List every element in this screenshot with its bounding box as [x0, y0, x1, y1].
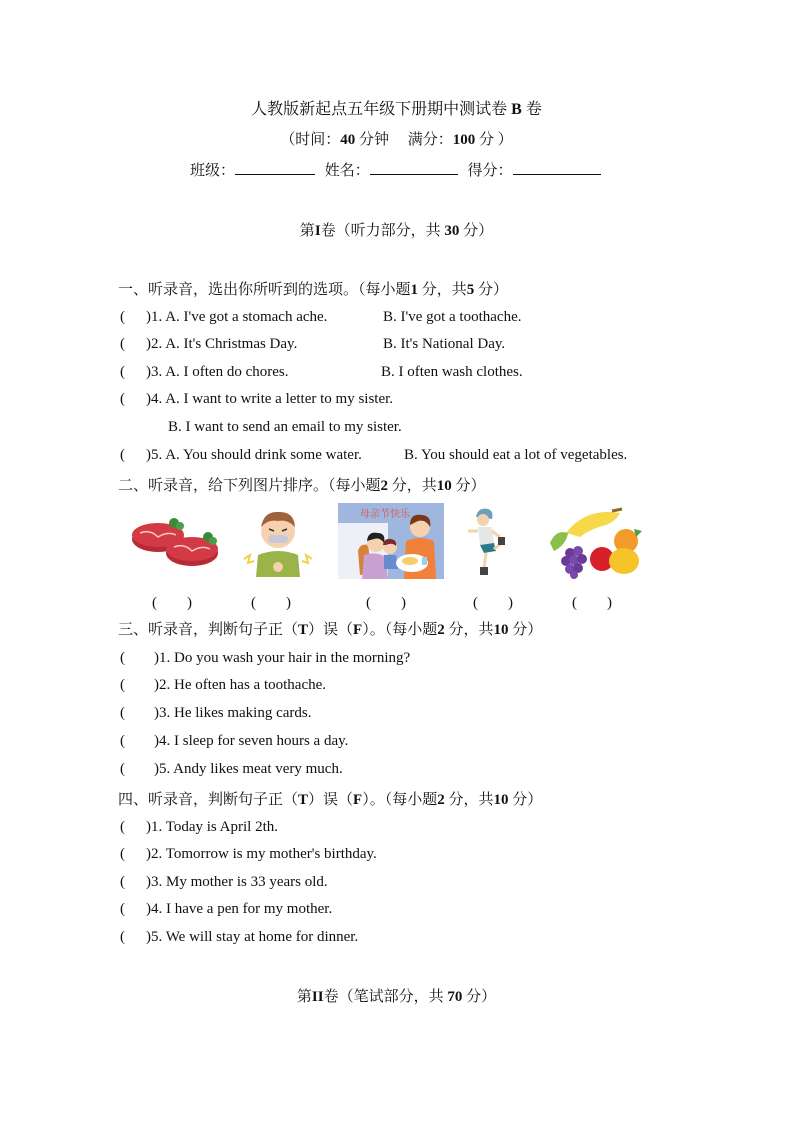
question-3-2: ( )2. He often has a toothache.	[120, 677, 327, 693]
student-info-row	[190, 159, 601, 180]
answer-bracket[interactable]: (	[120, 447, 125, 463]
question-4-1: ( )1. Today is April 2th.	[120, 819, 279, 835]
answer-bracket[interactable]: (	[120, 846, 125, 862]
picture-1-answer-bracket[interactable]: ( )	[152, 595, 192, 611]
answer-bracket[interactable]: (	[120, 677, 125, 693]
option-1-5-b: B. You should eat a lot of vegetables.	[404, 447, 628, 463]
section-one-heading: 一、听录音，选出你所听到的选项。（每小题1 分，共5 分）	[118, 282, 509, 298]
class-label: 班级：	[190, 163, 236, 179]
part-one-heading: 第I卷（听力部分，共 30 分）	[299, 223, 494, 239]
answer-bracket[interactable]: (	[120, 819, 125, 835]
answer-bracket[interactable]: (	[120, 705, 125, 721]
score-field[interactable]	[513, 160, 601, 175]
boy-toothache-picture	[238, 503, 318, 581]
answer-bracket[interactable]: (	[120, 391, 125, 407]
question-3-1: ( )1. Do you wash your hair in the morning?	[120, 650, 411, 666]
poster-text: 母亲节快乐	[360, 509, 410, 520]
option-1-4-b: B. I want to send an email to my sister.	[168, 419, 402, 435]
question-4-3: ( )3. My mother is 33 years old.	[120, 874, 328, 890]
question-1-3: ( )3. A. I often do chores.	[120, 364, 289, 380]
answer-bracket[interactable]: (	[120, 761, 125, 777]
question-4-5: ( )5. We will stay at home for dinner.	[120, 929, 359, 945]
option-1-1-b: B. I've got a toothache.	[383, 309, 522, 325]
meat-steaks-picture	[128, 503, 220, 581]
question-1-4: ( )4. A. I want to write a letter to my sister.	[120, 391, 394, 407]
question-1-1: ( )1. A. I've got a stomach ache.	[120, 309, 328, 325]
class-field[interactable]	[235, 160, 315, 175]
option-1-3-b: B. I often wash clothes.	[381, 364, 523, 380]
picture-4-answer-bracket[interactable]: ( )	[473, 595, 513, 611]
section-four-heading: 四、听录音，判断句子正（T）误（F）。（每小题2 分，共10 分）	[118, 792, 543, 808]
name-field[interactable]	[370, 160, 458, 175]
section-three-heading: 三、听录音，判断句子正（T）误（F）。（每小题2 分，共10 分）	[118, 622, 543, 638]
question-1-5: ( )5. A. You should drink some water.	[120, 447, 362, 463]
answer-bracket[interactable]: (	[120, 874, 125, 890]
answer-bracket[interactable]: (	[120, 364, 125, 380]
answer-bracket[interactable]: (	[120, 901, 125, 917]
question-4-2: ( )2. Tomorrow is my mother's birthday.	[120, 846, 377, 862]
picture-3-answer-bracket[interactable]: ( )	[366, 595, 406, 611]
answer-bracket[interactable]: (	[120, 309, 125, 325]
question-1-2: ( )2. A. It's Christmas Day.	[120, 336, 298, 352]
boy-roller-skating-picture	[466, 503, 506, 581]
question-3-3: ( )3. He likes making cards.	[120, 705, 312, 721]
section-two-heading: 二、听录音，给下列图片排序。（每小题2 分，共10 分）	[118, 478, 486, 494]
option-1-2-b: B. It's National Day.	[383, 336, 506, 352]
question-3-4: ( )4. I sleep for seven hours a day.	[120, 733, 349, 749]
answer-bracket[interactable]: (	[120, 929, 125, 945]
exam-time-score: （时间：40 分钟 满分：100 分 ）	[280, 132, 513, 148]
part-two-heading: 第II卷（笔试部分，共 70 分）	[296, 989, 497, 1005]
fruit-basket-picture	[546, 503, 644, 581]
picture-2-answer-bracket[interactable]: ( )	[251, 595, 291, 611]
score-label: 得分：	[467, 163, 513, 179]
answer-bracket[interactable]: (	[120, 336, 125, 352]
question-3-5: ( )5. Andy likes meat very much.	[120, 761, 343, 777]
picture-5-answer-bracket[interactable]: ( )	[572, 595, 612, 611]
answer-bracket[interactable]: (	[120, 650, 125, 666]
mothers-day-family-picture	[338, 503, 444, 579]
question-4-4: ( )4. I have a pen for my mother.	[120, 901, 333, 917]
exam-title: 人教版新起点五年级下册期中测试卷 B 卷	[251, 101, 542, 118]
name-label: 姓名：	[324, 163, 370, 179]
answer-bracket[interactable]: (	[120, 733, 125, 749]
